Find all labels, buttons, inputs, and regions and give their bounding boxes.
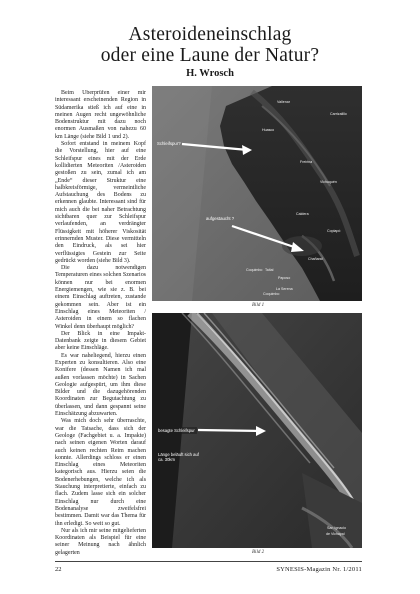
place-label: Vichuquén [320, 180, 337, 184]
body-paragraph: Es war naheliegend, hierzu einen Experten zu konsultieren. Also eine Konifere (dessen Namen ich mal außen vorlassen möchte) in Sachen Geologie aufgespürt, um ihm diese Bilder und die dazugehörenden Koordinaten zur Begutachtung zu überlassen, und dann gespannt seine Einschätzung abzuwarten. [55, 352, 146, 418]
place-label: Caldera [296, 212, 309, 216]
arrow-head-icon [242, 145, 252, 155]
body-paragraph: Die dazu notwendigen Temperaturen eines solchen Szenarios können nur bei enormen Energiemengen, wie sie z. B. bei einem Einschlag auftreten, zustande gekommen sein. Aber ist ein Einschlag eines Meteoriten / Asteroiden in einem so flachen Winkel denn überhaupt möglich? [55, 265, 146, 330]
article-title [0, 24, 420, 66]
place-label: Freirina [300, 160, 313, 164]
place-label: de Vichayal [326, 532, 345, 536]
title-line-2: oder eine Laune der Natur? [100, 45, 320, 66]
label-aufgestaucht: aufgestaucht ? [206, 216, 235, 221]
author-name: H. Wrosch [186, 68, 234, 79]
body-paragraph: Beim Überprüfen einer mir interessant erscheinenden Region in Südamerika stieß ich auf eine in meinen Augen recht ungewöhnliche Bodenstruktur mit dazu noch enormen Ausmaßen von nahezu 60 km Länge (siehe Bild 1 und 2). [55, 90, 146, 140]
place-label: La Serena [276, 287, 293, 291]
place-label: Chañaral [308, 257, 323, 261]
arrow-head-icon [256, 426, 266, 436]
place-label: Huasco [262, 128, 275, 132]
magazine-name: SYNESIS-Magazin Nr. 1/2011 [276, 566, 362, 573]
footer-divider [55, 561, 362, 562]
place-label: Vallenar [277, 100, 290, 104]
figure-caption: Bild 2 [252, 550, 265, 555]
note-length [158, 452, 199, 462]
place-label: Paposo [278, 276, 291, 280]
page-number: 22 [55, 566, 62, 573]
note-besagte-schleifspur: besagte Schleifspur [158, 428, 195, 433]
label-schleifspur: Schleifspur? [157, 141, 181, 146]
arrow-head-icon [291, 242, 304, 252]
note-length-line-1: Länge beläuft sich auf [158, 452, 199, 457]
body-paragraph: Nur als ich mir seine mitgelieferten Koordinaten als Beispiel für eine seiner Meinung nach ähnlich gelagerten [55, 527, 146, 556]
note-length-line-2: ca. 30km [158, 457, 175, 463]
place-label: Coquimbo [246, 268, 263, 272]
body-paragraph: Was mich doch sehr überraschte, war die Tatsache, dass sich der Geologe (Fachgebiet u. a. Impakte) nach seinen eigenen Worten darauf auch keinen rechten Reim machen konnte. Allerdings schloss er einen Einschlag eines Meteoriten kategorisch aus. Hierzu seien die Bodenerhebungen, welche ich als Stauchung interpretierte, einfach zu flach. Zudem lasse sich ein solcher Einschlag nur durch eine Bodenanalyse zweifelsfrei bestimmen. Damit war das Thema für ihn erledigt. So weit so gut. [55, 418, 146, 527]
place-label: San Ignacio [327, 526, 346, 530]
body-paragraph: Der Blick in eine Impakt-Datenbank zeigte in diesem Gebiet aber keine Einschläge. [55, 330, 146, 352]
title-line-1: Asteroideneinschlag [128, 24, 292, 45]
figure-caption: Bild 1 [252, 303, 265, 308]
place-label: Taltal [265, 268, 274, 272]
place-label: Coquimbo [263, 292, 280, 296]
article-body [55, 90, 146, 560]
place-label: Carrizalillo [330, 112, 347, 116]
place-label: Copiapó [327, 229, 341, 233]
body-paragraph: Sofort entstand in meinem Kopf die Vorstellung, hier auf eine Schleifspur eines mit der Erde kollidierten Meteoriten /Asteroiden gestoßen zu sein, zumal ich am „Ende“ dieser Struktur eine halbkreisförmige, vermeintliche Aufstauchung des Bodens zu erkennen glaubte. Interessant sind für mich auch die bei naher Betrachtung sichtbaren quer zur Schleifspur verlaufenden, an verdrängter Flüssigkeit mit höherer Viskosität erinnernden Muster. Diese vermitteln den Eindruck, als sei hier verflüssigtes Gestein zur Seite gedrückt worden (siehe Bild 3). [55, 141, 146, 264]
